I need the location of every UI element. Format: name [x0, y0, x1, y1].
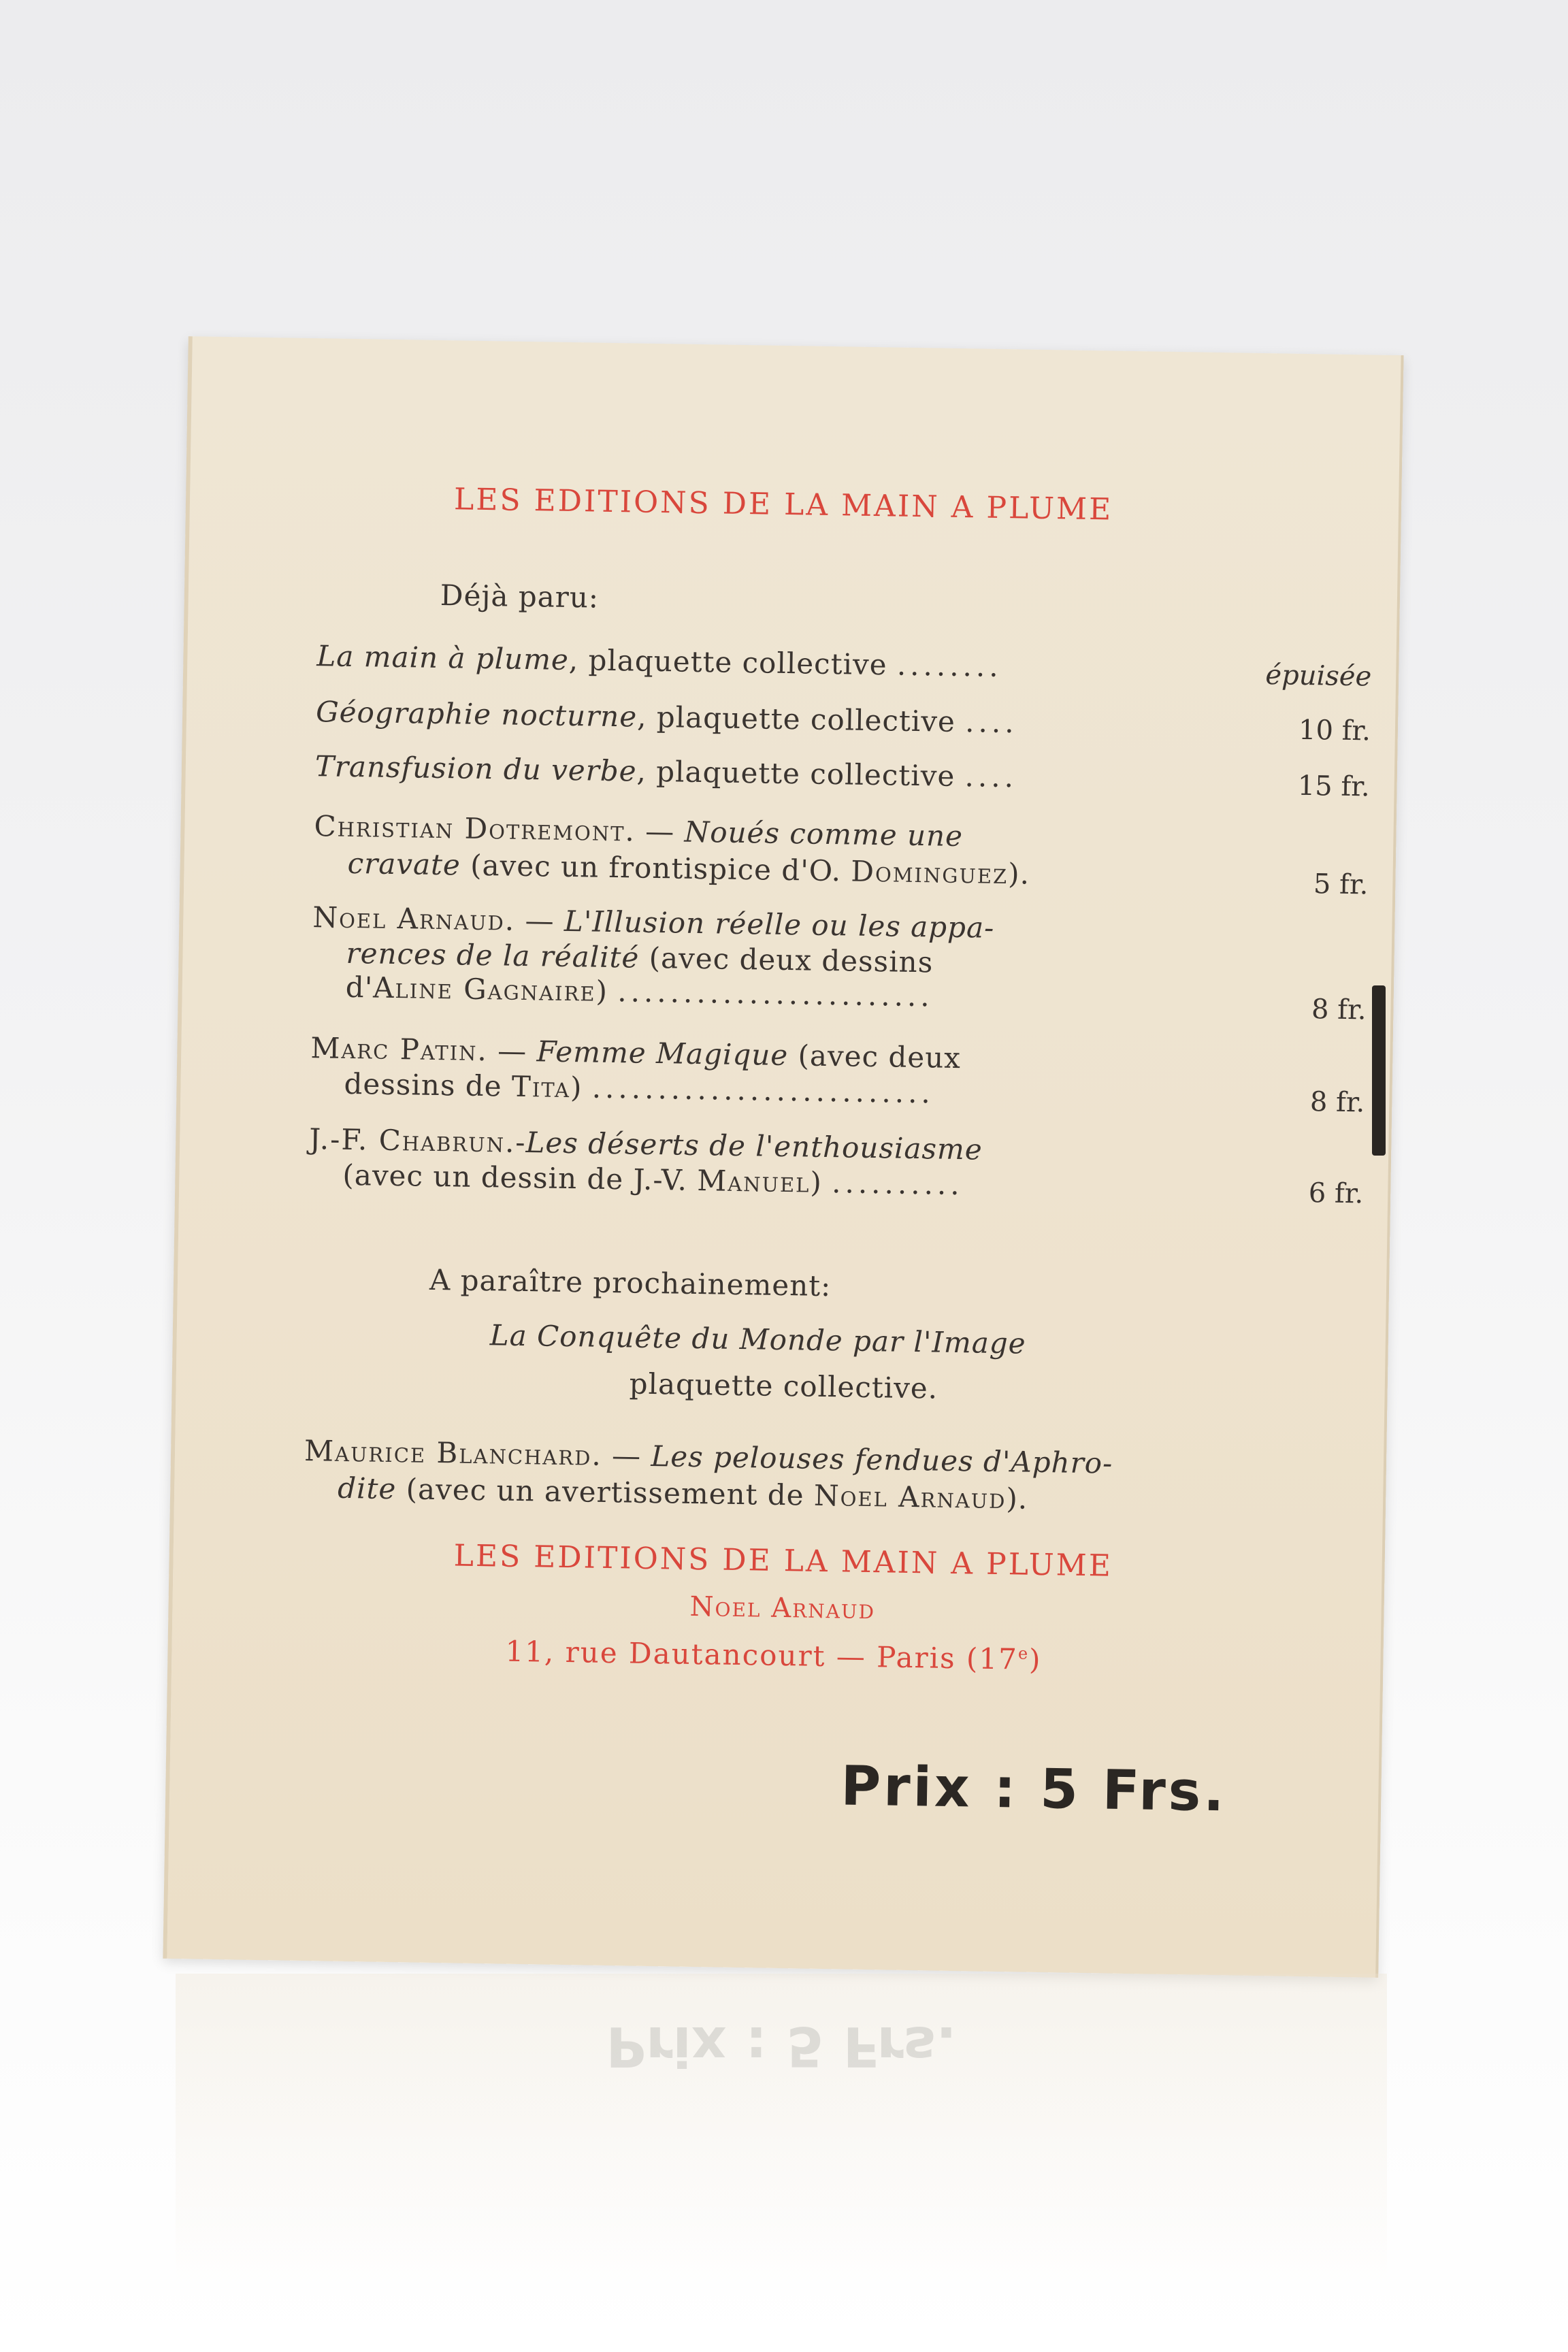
list-item: La main à plume, plaquette collective ........ [316, 639, 1003, 683]
already-published-label: Déjà paru: [440, 578, 600, 615]
list-item-line: dessins de Tita) .......................... [344, 1066, 935, 1110]
price: 5 fr. [1313, 868, 1369, 901]
list-item: Noel Arnaud. — L'Illusion réelle ou les appa- [312, 900, 995, 945]
header-title: LES EDITIONS DE LA MAIN A PLUME [453, 482, 1113, 527]
list-item-line: (avec un dessin de J.-V. Manuel) .......... [342, 1158, 964, 1202]
price-stamp: Prix : 5 Frs. [840, 1754, 1228, 1824]
forthcoming-title: La Conquête du Monde par l'Image [489, 1318, 1027, 1360]
price: 8 fr. [1311, 994, 1367, 1026]
price: 6 fr. [1308, 1177, 1364, 1210]
table-reflection [176, 1974, 1387, 2352]
forthcoming-item: Maurice Blanchard. — Les pelouses fendues d'Aphro- [304, 1434, 1113, 1480]
price: 10 fr. [1298, 714, 1371, 747]
list-item: Géographie nocturne, plaquette collective .... [315, 695, 1019, 740]
forthcoming-subtitle: plaquette collective. [629, 1367, 938, 1405]
list-item: Transfusion du verbe, plaquette collective .... [314, 749, 1018, 794]
price: 8 fr. [1309, 1086, 1365, 1119]
price: 15 fr. [1297, 770, 1371, 803]
booklet-back-cover [163, 336, 1403, 1978]
footer-address: 11, rue Dautancourt — Paris (17e) [505, 1634, 1042, 1677]
list-item: Marc Patin. — Femme Magique (avec deux [310, 1031, 962, 1075]
footer-publisher: LES EDITIONS DE LA MAIN A PLUME [453, 1538, 1113, 1584]
list-item-line: rences de la réalité (avec deux dessins [346, 936, 934, 979]
reflection-price: Prix : 5 Frs. [606, 2014, 957, 2078]
list-item: Christian Dotremont. — Noués comme une [314, 809, 964, 853]
price: épuisée [1265, 659, 1372, 693]
staple-edge [1372, 985, 1386, 1156]
list-item: J.-F. Chabrun.-Les déserts de l'enthousiasme [308, 1122, 983, 1166]
forthcoming-item-line: dite (avec un avertissement de Noel Arnaud). [337, 1471, 1028, 1516]
list-item-line: d'Aline Gagnaire) ........................ [345, 970, 934, 1013]
footer-editor: Noel Arnaud [689, 1590, 876, 1626]
list-item-line: cravate (avec un frontispice d'O. Dominguez). [347, 846, 1030, 891]
forthcoming-label: A paraître prochainement: [429, 1262, 832, 1303]
